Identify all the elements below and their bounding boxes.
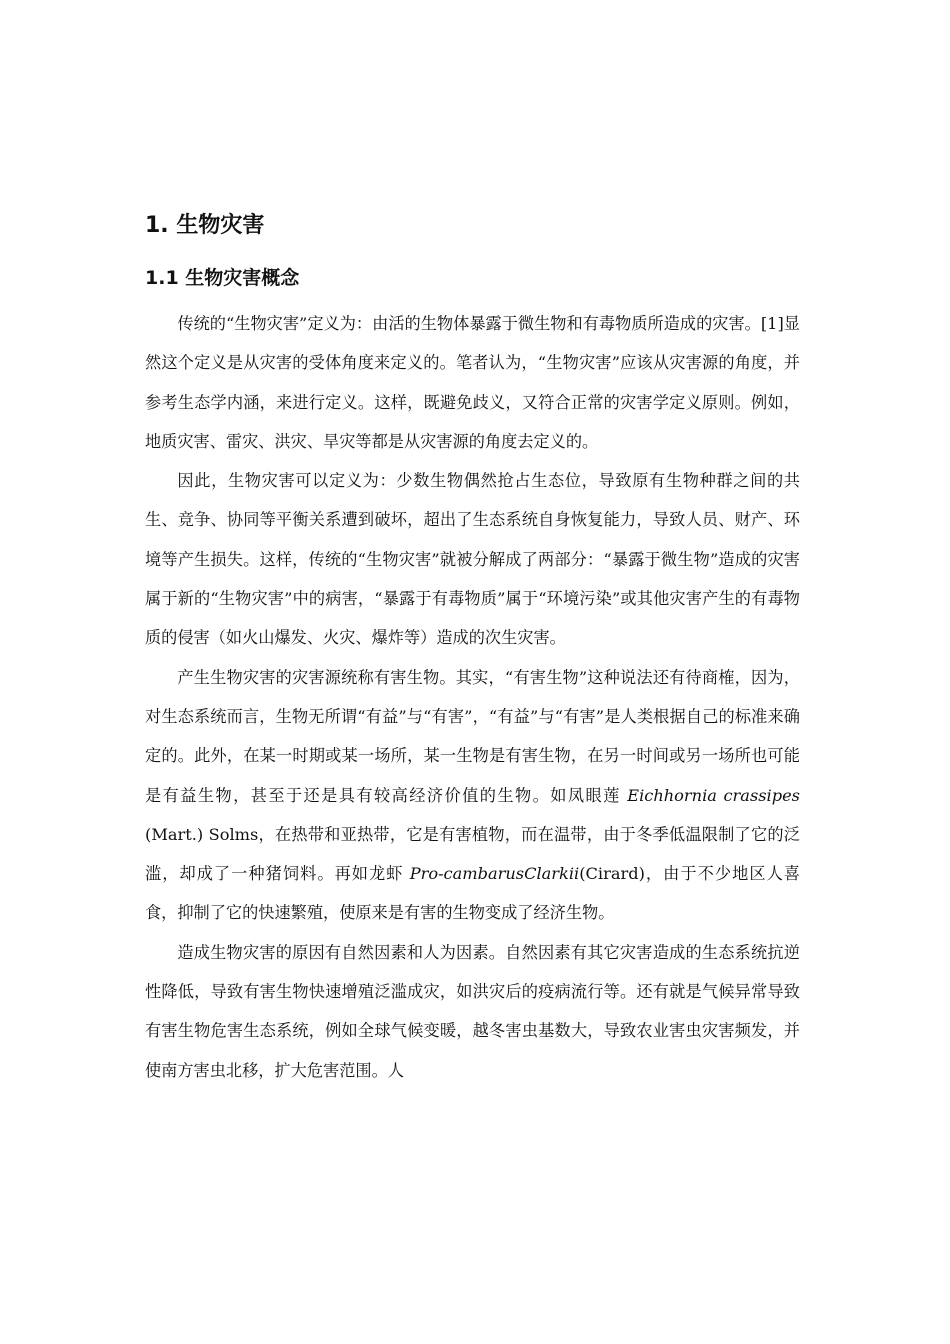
paragraph-3-part-1: 产生生物灾害的灾害源统称有害生物。其实，“有害生物”这种说法还有待商榷，因为，对生态系统而言，生物无所谓“有益”与“有害”，“有益”与“有害”是人类根据自己的标准来确定的。此外，在某一时期或某一场所，某一生物是有害生物，在另一时间或另一场所也可能是有益生物，甚至于还是具有较高经济价值的生物。如凤眼莲 — [145, 667, 800, 805]
paragraph-3-part-2: (Mart.) Solms，在热带和亚热带，它是有害植物，而在温带，由于冬季低温限制了它的泛滥，却成了一种猪饲料。再如龙虾 — [145, 824, 800, 884]
subsection-heading: 1.1 生物灾害概念 — [145, 267, 300, 289]
paragraph-1: 传统的“生物灾害”定义为：由活的生物体暴露于微生物和有毒物质所造成的灾害。[1]显然这个定义是从灾害的受体角度来定义的。笔者认为，“生物灾害”应该从灾害源的角度，并参考生态学内涵，来进行定义。这样，既避免歧义，又符合正常的灾害学定义原则。例如，地质灾害、雷灾、洪灾、旱灾等都是从灾害源的角度去定义的。 — [145, 314, 800, 451]
species-name-eichhornia: Eichhornia crassipes — [627, 785, 800, 805]
paragraph-2: 因此，生物灾害可以定义为：少数生物偶然抢占生态位，导致原有生物种群之间的共生、竞争、协同等平衡关系遭到破坏，超出了生态系统自身恢复能力，导致人员、财产、环境等产生损失。这样，传统的“生物灾害”就被分解成了两部分：“暴露于微生物”造成的灾害属于新的“生物灾害”中的病害，“暴露于有毒物质”属于“环境污染”或其他灾害产生的有毒物质的侵害（如火山爆发、火灾、爆炸等）造成的次生灾害。 — [145, 471, 800, 648]
paragraph-3 — [145, 658, 800, 933]
document-body — [145, 208, 800, 1090]
species-name-procambarus: Pro-cambarusClarkii — [409, 864, 580, 884]
section-heading: 1. 生物灾害 — [145, 213, 265, 238]
paragraph-3-part-3: (Cirard)，由于不少地区人喜食，抑制了它的快速繁殖，使原来是有害的生物变成了经济生物。 — [145, 864, 800, 923]
paragraph-4: 造成生物灾害的原因有自然因素和人为因素。自然因素有其它灾害造成的生态系统抗逆性降低，导致有害生物快速增殖泛滥成灾，如洪灾后的疫病流行等。还有就是气候异常导致有害生物危害生态系统，例如全球气候变暖，越冬害虫基数大，导致农业害虫灾害频发，并使南方害虫北移，扩大危害范围。人 — [145, 942, 800, 1080]
